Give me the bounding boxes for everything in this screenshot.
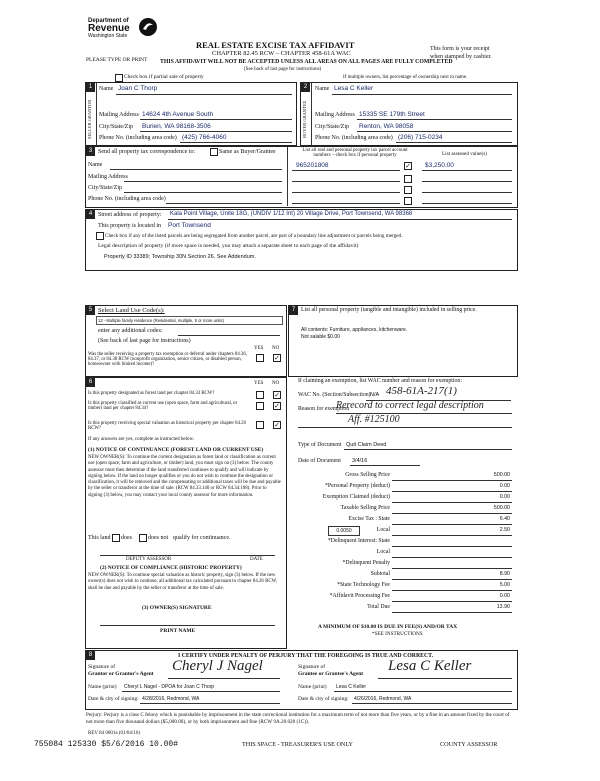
tax-label: Taxable Selling Price xyxy=(340,505,390,511)
multiple-owners-note: If multiple owners, list percentage of ownership next to name. xyxy=(343,75,468,80)
forest-yes-checkbox[interactable] xyxy=(256,391,264,399)
forest-no-checkbox[interactable]: ✓ xyxy=(274,391,280,399)
current-use-no-checkbox[interactable]: ✓ xyxy=(274,402,280,410)
does-not-checkbox[interactable] xyxy=(139,534,147,542)
does-checkbox[interactable] xyxy=(112,534,120,542)
personal-property-label: List all personal property (tangible and intangible) included in selling price. xyxy=(301,307,477,313)
s5-yes: YES xyxy=(254,346,264,351)
tax-label: *Delinquent Penalty xyxy=(342,560,390,566)
seller-address: 14624 4th Avenue South xyxy=(142,111,214,118)
located-value: Port Townsend xyxy=(168,222,211,229)
parcel-number: 965201808 xyxy=(296,162,329,169)
grantee-print-name: Lesa C Keller xyxy=(336,684,367,690)
form-warning: THIS AFFIDAVIT WILL NOT BE ACCEPTED UNLESS ALL AREAS ON ALL PAGES ARE FULLY COMPLETED xyxy=(160,59,453,65)
contents-line: All contents: Furniture, appliances, kitchenware. xyxy=(301,327,408,333)
historic-yes-checkbox[interactable] xyxy=(256,421,264,429)
date-doc-label: Date of Document xyxy=(298,458,341,464)
s3-city-label: City/State/Zip xyxy=(88,185,122,191)
land-use-select[interactable]: 13 - Multiple family residence (Residential, multiple, 5 or more units) xyxy=(96,316,283,325)
exemption-yes-checkbox[interactable] xyxy=(256,354,264,362)
s3-addr-label: Mailing Address xyxy=(88,174,128,180)
tax-row xyxy=(300,516,512,526)
notice2-title: (2) NOTICE OF COMPLIANCE (HISTORIC PROPERTY) xyxy=(100,565,242,571)
located-label: This property is located in xyxy=(98,223,161,229)
tax-label: *Delinquent Interest: State xyxy=(327,538,390,544)
excise-rate-input[interactable]: 0.0050 xyxy=(328,526,360,536)
historic-no-checkbox[interactable]: ✓ xyxy=(274,421,280,429)
seller-phone-label: Phone No. (including area code) xyxy=(99,135,177,141)
seller-city: Burien, WA 98168-3506 xyxy=(142,123,211,130)
tax-row xyxy=(300,538,512,548)
tax-value: 500.00 xyxy=(493,505,510,511)
tax-value: 0.00 xyxy=(499,494,510,500)
not-salable-line: Not salable $0.00 xyxy=(301,334,340,340)
legal-description: Property ID 33389; Township 30N Section 26. See Addendum. xyxy=(104,254,256,260)
treasurer-use: THIS SPACE - TREASURER'S USE ONLY xyxy=(242,741,354,748)
recording-stamp: 755084 125330 $5/6/2016 10.00# xyxy=(34,740,179,749)
buyer-city: Renton, WA 98058 xyxy=(359,123,414,130)
perjury-notice: Perjury: Perjury is a class C felony which is punishable by imprisonment in the state correctional institution for a maximum term of not more than five years, or by a fine in an amount fixed by the court of not more than five thousand dollars ($5,000.00), or by both imprisonment and fine (RCW 9A.20.020 (1C)). xyxy=(86,712,510,725)
does-label: does xyxy=(121,535,132,541)
form-subtitle: CHAPTER 82.45 RCW – CHAPTER 458-61A WAC xyxy=(212,50,351,57)
seller-name: Joan C Thorp xyxy=(118,85,158,92)
s3-phone-label: Phone No. (including area code) xyxy=(88,196,166,202)
grantor-sig-label2: Grantor or Grantor's Agent xyxy=(88,671,154,677)
reason-handwritten-1: Rerecord to correct legal description xyxy=(336,400,484,411)
notice1-text: NEW OWNER(S): To continue the current designation as forest land or classification as current use (open space, farm and agriculture, or timber) land, you must sign on (3) below. The county assessor must then determine if the land transferred continues to qualify and will indicate by signing below. If the land no longer qualifies or you do not wish to continue the designation or classification, it will be removed and the compensating or additional taxes will be due and payable by the seller or transferor at the time of sale. (RCW 84.33.140 or RCW 84.34.108). Prior to signing (3) below, you may contact your local county assessor for more information. xyxy=(88,455,281,498)
tax-row xyxy=(300,472,512,482)
tax-row xyxy=(300,494,512,504)
grantee-date-label: Date & city of signing: xyxy=(298,696,349,702)
partial-sale-checkbox[interactable] xyxy=(115,74,123,82)
s6-yes: YES xyxy=(254,381,264,386)
pp-checkbox-2[interactable] xyxy=(404,175,412,183)
current-use-question: Is this property classified as current use (open space, farm and agricultural, or timber) land per chapter 84.34? xyxy=(88,401,238,411)
tax-value: 6.40 xyxy=(499,516,510,522)
date-doc-value: 3/4/16 xyxy=(352,458,368,464)
s5-see-back: (See back of last page for instructions) xyxy=(98,338,191,344)
buyer-address: 15335 SE 179th Street xyxy=(359,111,425,118)
additional-codes-label: enter any additional codes: xyxy=(98,328,163,334)
wac-handwritten: 458-61A-217(1) xyxy=(386,385,457,397)
forest-question: Is this property designated as forest land per chapter 84.33 RCW? xyxy=(88,391,215,396)
grantor-date-label: Date & city of signing: xyxy=(88,696,139,702)
parcel-header: List all real and personal property tax parcel account numbers – check box if personal property xyxy=(302,148,408,158)
grantee-name-label: Name (print) xyxy=(298,684,327,690)
street-label: Street address of property: xyxy=(98,212,162,218)
owner-signature-label: (3) OWNER(S) SIGNATURE xyxy=(142,605,212,611)
logo-swirl-icon xyxy=(138,17,158,37)
wac-na: N/A xyxy=(370,392,380,398)
rev-number: REV 84 0001a (01/04/16) xyxy=(88,731,140,736)
tax-label: Exemption Claimed (deduct) xyxy=(322,494,390,500)
grantee-sig-label2: Grantee or Grantee's Agent xyxy=(298,671,364,677)
land-use-label: Select Land Use Code(s): xyxy=(98,307,165,314)
grantor-sig-label1: Signature of xyxy=(88,664,116,670)
certify-statement: I CERTIFY UNDER PENALTY OF PERJURY THAT THE FOREGOING IS TRUE AND CORRECT. xyxy=(178,653,434,659)
assessed-header: List assessed value(s) xyxy=(442,151,487,157)
legal-label: Legal description of property (if more space is needed, you may attach a separate sheet to each page of the affidavit) xyxy=(98,243,359,249)
section-1-number: 1 xyxy=(86,83,95,92)
tax-value: 13.90 xyxy=(496,604,510,610)
see-back-header: (See back of last page for instructions) xyxy=(244,67,322,72)
assessed-value: $3,250.00 xyxy=(425,162,454,169)
s6-no: NO xyxy=(272,381,280,386)
buyer-side-label: BUYER GRANTEE xyxy=(302,100,307,138)
pp-checkbox-3[interactable] xyxy=(404,186,412,194)
grantor-name-label: Name (print) xyxy=(88,684,117,690)
logo-line3: Washington State xyxy=(88,33,128,39)
tax-label: Local xyxy=(376,549,390,555)
send-correspondence-label: Send all property tax correspondence to: xyxy=(98,149,196,155)
buyer-city-label: City/State/Zip xyxy=(315,124,349,130)
tax-row xyxy=(300,483,512,493)
section-4-number: 4 xyxy=(86,210,95,219)
historic-question: Is this property receiving special valuation as historical property per chapter 84.26 RCW? xyxy=(88,421,246,431)
type-doc-label: Type of Document xyxy=(298,442,342,448)
county-assessor-footer: COUNTY ASSESSOR xyxy=(440,741,498,748)
tax-label: *Personal Property (deduct) xyxy=(324,483,390,489)
partial-sale-label: Check box if partial sale of property xyxy=(124,74,204,80)
deputy-date-label: DATE xyxy=(250,557,263,562)
notice1-title: (1) NOTICE OF CONTINUANCE (FOREST LAND OR CURRENT USE) xyxy=(88,447,264,453)
type-doc-value: Quit Claim Deed xyxy=(346,442,387,448)
grantor-date: 4/28/2016, Redmond, WA xyxy=(142,696,200,702)
seller-addr-label: Mailing Address xyxy=(99,112,139,118)
same-as-buyer-label: Same as Buyer/Grantee xyxy=(219,149,276,155)
grantee-sig-label1: Signature of xyxy=(298,664,326,670)
tax-value: 500.00 xyxy=(493,472,510,478)
s3-name-label: Name xyxy=(88,162,103,168)
section-2-number: 2 xyxy=(301,83,310,92)
tax-label: Local xyxy=(376,527,390,533)
buyer-phone-label: Phone No. (including area code) xyxy=(315,135,393,141)
if-yes-note: If any answers are yes, complete as instructed below. xyxy=(88,437,195,442)
street-address: Kala Point Village, Unite 18G, (UNDIV 1/12 Int) 20 Village Drive, Port Townsend, WA 98368 xyxy=(170,211,413,217)
wac-no-label: WAC No. (Section/Subsection) xyxy=(298,392,371,398)
please-type: PLEASE TYPE OR PRINT xyxy=(86,57,148,63)
exemption-question: Was the seller receiving a property tax exemption or deferral under chapters 84.36, 84.37, or 84.38 RCW (nonprofit organization, senior citizen, or disabled person, homeowner with limited income)? xyxy=(88,352,247,367)
deputy-assessor-label: DEPUTY ASSESSOR xyxy=(126,557,172,562)
tax-label: Subtotal xyxy=(370,571,390,577)
this-land-label: This land xyxy=(88,535,111,541)
tax-value: 5.00 xyxy=(499,582,510,588)
grantee-signature: Lesa C Keller xyxy=(388,658,472,674)
wac-claim-label: If claiming an exemption, list WAC number and reason for exemption: xyxy=(298,378,462,384)
tax-label: *State Technology Fee xyxy=(337,582,390,588)
tax-row xyxy=(300,593,512,603)
tax-row xyxy=(300,527,512,537)
reason-label: Reason for exemption xyxy=(298,406,350,412)
grantor-print-name: Cheryl L Nagel - DPOA for Joan C Thorp xyxy=(124,684,215,690)
buyer-name: Lesa C Keller xyxy=(334,85,374,92)
grantor-signature: Cheryl J Nagel xyxy=(172,658,263,674)
tax-value: 0.00 xyxy=(499,593,510,599)
tax-value: 0.00 xyxy=(499,483,510,489)
section-6-number: 6 xyxy=(86,378,95,387)
qualify-label: qualify for continuance. xyxy=(173,535,231,541)
same-as-buyer-checkbox[interactable] xyxy=(210,148,218,156)
current-use-yes-checkbox[interactable] xyxy=(256,402,264,410)
seller-phone: (425) 766-4060 xyxy=(182,134,227,141)
grantee-date: 4/26/2016, Redmond, WA xyxy=(354,696,412,702)
print-name-label: PRINT NAME xyxy=(160,628,196,634)
tax-label: Excise Tax : State xyxy=(348,516,390,522)
tax-row xyxy=(300,582,512,592)
personal-property-checkbox[interactable]: ✓ xyxy=(405,162,411,170)
section-7-number: 7 xyxy=(289,306,298,315)
reason-handwritten-2: Aff. #125100 xyxy=(348,414,400,425)
tax-row xyxy=(300,505,512,515)
seller-name-label: Name xyxy=(99,86,114,92)
logo-line1: Department of xyxy=(88,18,129,24)
pp-checkbox-4[interactable] xyxy=(404,197,412,205)
seller-city-label: City/State/Zip xyxy=(99,124,133,130)
section-8-number: 8 xyxy=(86,651,95,660)
tax-row xyxy=(300,549,512,559)
section-3-number: 3 xyxy=(86,147,95,156)
tax-label: Gross Selling Price xyxy=(345,472,390,478)
tax-value: 2.50 xyxy=(499,527,510,533)
tax-value: 8.90 xyxy=(499,571,510,577)
receipt-line1: This form is your receipt xyxy=(430,46,490,52)
buyer-phone: (206) 715-0234 xyxy=(398,134,443,141)
s5-no: NO xyxy=(272,346,280,351)
receipt-line2: when stamped by cashier. xyxy=(430,54,492,60)
exemption-no-checkbox[interactable]: ✓ xyxy=(274,354,280,362)
notice2-text: NEW OWNER(S): To continue special valuation as historic property, sign (3) below. If the new owner(s) does not wish to continue, all additional tax calculated pursuant to chapter 84.26 RCW, shall be due and payable by the seller or transferor at the time of sale. xyxy=(88,573,278,591)
section-5-number: 5 xyxy=(86,306,95,315)
logo-line2: Revenue xyxy=(88,23,130,34)
form-title: REAL ESTATE EXCISE TAX AFFIDAVIT xyxy=(196,40,355,50)
buyer-addr-label: Mailing Address xyxy=(315,112,355,118)
tax-label: Total Due xyxy=(367,604,390,610)
see-instructions: *SEE INSTRUCTIONS xyxy=(372,631,423,637)
does-not-label: does not xyxy=(148,535,169,541)
tax-row xyxy=(300,560,512,570)
seller-side-label: SELLER GRANTOR xyxy=(87,99,92,139)
buyer-name-label: Name xyxy=(315,86,330,92)
segregated-checkbox[interactable] xyxy=(96,232,104,240)
tax-row xyxy=(300,571,512,581)
section-7-box xyxy=(288,305,518,377)
tax-row-total xyxy=(300,604,512,614)
tax-label: *Affidavit Processing Fee xyxy=(329,593,390,599)
segregated-label: Check box if any of the listed parcels are being segregated from another parcel, are part of a boundary line adjustment or parcels being merged. xyxy=(105,233,403,239)
minimum-due: A MINIMUM OF $10.00 IS DUE IN FEE(S) AND/OR TAX xyxy=(318,624,458,630)
